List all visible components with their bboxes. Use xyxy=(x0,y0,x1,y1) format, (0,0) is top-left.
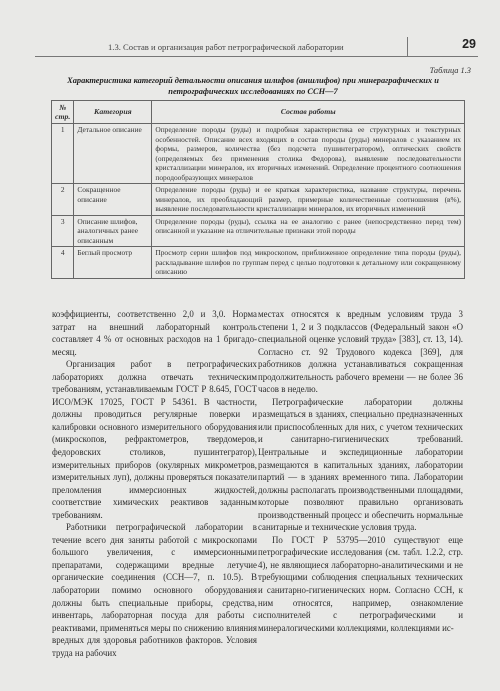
row-category: Детальное описание xyxy=(74,124,152,184)
row-num: 4 xyxy=(52,247,74,279)
categories-table xyxy=(51,100,465,279)
row-work: Определение породы (руды), ссылка на ее аналогию с ранее (непосредственно перед тем) описанной и указание на отличительные признаки этой породы xyxy=(152,215,465,247)
table-header-row xyxy=(52,101,465,124)
row-num: 2 xyxy=(52,184,74,216)
page-number: 29 xyxy=(462,37,476,51)
body-column-right xyxy=(258,308,463,634)
row-category: Сокращенное описание xyxy=(74,184,152,216)
page-header xyxy=(0,0,500,66)
table-row xyxy=(52,124,465,184)
paragraph: По ГОСТ Р 53795—2010 существуют еще петрографические исследования (см. табл. 1.2.2, стр. 4), не являющиеся лабораторно-аналитическими и не требующими соблюдения специальных технических и санитарно-гигиенических норм. Согласно ССН, к ним относятся, например, ознакомление исполнителей с петрографическими и минералогическими коллекциями, коллекциями ис- xyxy=(258,534,463,633)
col-header-work: Состав работы xyxy=(152,101,465,124)
table-row xyxy=(52,247,465,279)
paragraph: коэффициенты, соответственно 2,0 и 3,0. Норма затрат на внешний лабораторный контроль составляет 4 % от основных расходов на 1 бригадо-месяц. xyxy=(52,309,257,357)
row-category: Описание шлифов, аналогичных ранее описанным xyxy=(74,215,152,247)
header-rule xyxy=(35,56,478,57)
table-row xyxy=(52,215,465,247)
row-num: 3 xyxy=(52,215,74,247)
row-num: 1 xyxy=(52,124,74,184)
col-header-category: Категория xyxy=(74,101,152,124)
running-head: 1.3. Состав и организация работ петрографической лаборатории xyxy=(108,42,344,52)
row-category: Беглый просмотр xyxy=(74,247,152,279)
row-work: Определение породы (руды) и подробная характеристика ее структурных и текстурных особенностей. Описание всех входящих в состав породы (руды) минералов с указанием их формы, размеров, количества (без подсчета пушинтегратором), оптических свойств (определяемых без применения столика Федорова), выявление последовательности кристаллизации минералов, их вторичных изменений. Определение процентного соотношения породообразующих минералов xyxy=(152,124,465,184)
table-number: Таблица 1.3 xyxy=(429,66,471,75)
paragraph: Организация работ в петрографических лабораториях должна отвечать техническим требованиям, устанавливаемым ГОСТ Р 8.645, ГОСТ ИСО/МЭК 17025, ГОСТ Р 54361. В частности, должны проводиться регулярные поверки и калибровки основного измерительного оборудования (микроскопов, рефрактометров, твердомеров, федоровских столиков, пушинтегратор), измерительных приборов (окулярных микрометров, измерительных луп), должны проверяться показатели преломления иммерсионных жидкостей, соответствие химических реактивов заданным требованиям. xyxy=(52,359,257,520)
paragraph: Работники петрографической лаборатории в течение всего дня заняты работой с микроскопами большого увеличения, с иммерсионными препаратами, содержащими вредные летучие органические соединения (ССН—7, п. 10.5). В лаборатории помимо основного оборудования должны быть специальные приборы, средства, инвентарь, лабораторная посуда для работы с реактивами, применяться меры по снижению влияния вредных для здоровья работников факторов. Условия труда на рабочих xyxy=(52,522,257,658)
row-work: Просмотр серии шлифов под микроскопом, приближенное определение типа породы (руды), раскладывание шлифов по группам перед с целью подготовки к детальному или сокращенному описанию xyxy=(152,247,465,279)
header-divider xyxy=(407,37,408,57)
table-row xyxy=(52,184,465,216)
paragraph: местах относятся к вредным условиям труда 3 степени 1, 2 и 3 подклассов (Федеральный закон «О специальной оценке условий труда» [383], ст. 13, 14). Согласно ст. 92 Трудового кодекса [369], для работников должна устанавливаться сокращенная продолжительность рабочего времени — не более 36 часов в неделю. xyxy=(258,309,463,395)
table-caption: Характеристика категорий детальности описания шлифов (аншлифов) при минераграфических и петрографических исследованиях по ССН—7 xyxy=(67,76,439,96)
body-column-left xyxy=(52,308,257,659)
col-header-num: № стр. xyxy=(52,101,74,124)
row-work: Определение породы (руды) и ее краткая характеристика, название структуры, перечень минералов, их преобладающий размер, примерные количественные соотношения (в%), выявление последовательности кристаллизации минералов, их вторичных изменений xyxy=(152,184,465,216)
paragraph: Петрографические лаборатории должны размещаться в зданиях, специально предназначенных или приспособленных для них, с учетом технических и санитарно-гигиенических требований. Центральные и экспедиционные лаборатории размещаются в капитальных зданиях, лаборатории партий — в зданиях временного типа. Лаборатории должны располагать производственными площадями, которые позволяют правильно организовать производственный процесс и обеспечить нормальные санитарные и технические условия труда. xyxy=(258,396,463,533)
